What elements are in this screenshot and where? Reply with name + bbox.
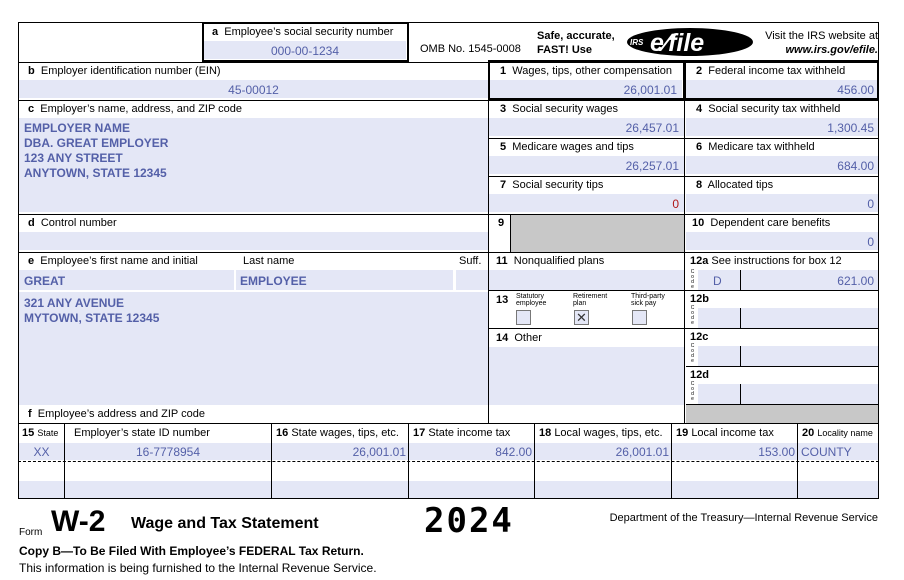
efile-logo-text: e∕file bbox=[650, 29, 705, 57]
retirement-plan-label: Retirement plan bbox=[573, 293, 608, 307]
box5-value: 26,257.01 bbox=[625, 159, 679, 173]
box13-label: 13 bbox=[496, 294, 509, 306]
box1-label: 1 Wages, tips, other compensation bbox=[500, 65, 673, 77]
b7-field-bg bbox=[488, 194, 684, 212]
box15-id-label: Employer’s state ID number bbox=[74, 427, 210, 439]
box9-label: 9 bbox=[498, 217, 505, 229]
b14-field-bg bbox=[488, 347, 684, 405]
last-name-label: Last name bbox=[243, 255, 295, 267]
employer-line-1: EMPLOYER NAME bbox=[24, 121, 131, 135]
statutory-employee-label: Statutory employee bbox=[516, 293, 547, 307]
box1-value: 26,001.01 bbox=[623, 83, 677, 97]
employee-suff-bg bbox=[456, 270, 488, 290]
box4-label: 4 Social security tax withheld bbox=[696, 103, 841, 115]
b12b-field-bg bbox=[698, 308, 878, 328]
employee-name-label: e Employee’s first name and initial bbox=[28, 255, 198, 267]
box12c-code-caption: C o d e bbox=[690, 343, 695, 364]
box2-label: 2 Federal income tax withheld bbox=[696, 65, 846, 77]
ssn-label: a Employee’s social security number bbox=[212, 26, 394, 38]
box3-label: 3 Social security wages bbox=[500, 103, 619, 115]
state-id-value: 16-7778954 bbox=[135, 445, 201, 459]
form-title: Wage and Tax Statement bbox=[131, 515, 319, 532]
box12d-code-caption: C o d e bbox=[690, 381, 695, 402]
box20-label: 20 Locality name bbox=[802, 427, 873, 439]
ein-label: b Employer identification number (EIN) bbox=[28, 65, 221, 77]
box10-value: 0 bbox=[867, 235, 874, 249]
locality-value: COUNTY bbox=[801, 445, 852, 459]
control-field-bg bbox=[19, 232, 488, 250]
box15-state-label: 15 State bbox=[22, 427, 59, 439]
copy-b-text: Copy B—To Be Filed With Employee’s FEDERAL Tax Return. bbox=[19, 544, 364, 558]
suffix-label: Suff. bbox=[459, 255, 482, 267]
employer-label: c Employer’s name, address, and ZIP code bbox=[28, 103, 243, 115]
box6-label: 6 Medicare tax withheld bbox=[696, 141, 815, 153]
control-number-label: d Control number bbox=[28, 217, 117, 229]
employee-first-name: GREAT bbox=[24, 274, 66, 288]
box18-label: 18 Local wages, tips, etc. bbox=[539, 427, 663, 439]
box12a-value: 621.00 bbox=[837, 274, 874, 288]
box12b-label: 12b bbox=[690, 293, 709, 305]
efile-logo-irs: IRS bbox=[630, 38, 644, 47]
employer-line-2: DBA. GREAT EMPLOYER bbox=[24, 136, 169, 150]
statutory-employee-checkbox[interactable] bbox=[516, 310, 531, 325]
box12d-label: 12d bbox=[690, 369, 709, 381]
employee-address-label: f Employee’s address and ZIP code bbox=[28, 408, 205, 420]
b12d-field-bg bbox=[698, 384, 878, 404]
ein-value: 45-00012 bbox=[228, 83, 279, 97]
box17-label: 17 State income tax bbox=[413, 427, 511, 439]
box16-label: 16 State wages, tips, etc. bbox=[276, 427, 399, 439]
box10-label: 10 Dependent care benefits bbox=[692, 217, 831, 229]
employer-line-4: ANYTOWN, STATE 12345 bbox=[24, 166, 167, 180]
b12c-field-bg bbox=[698, 346, 878, 366]
treasury-dept: Department of the Treasury—Internal Revenue Service bbox=[609, 512, 878, 524]
employee-last-name: EMPLOYEE bbox=[240, 274, 307, 288]
box8-label: 8 Allocated tips bbox=[696, 179, 774, 191]
box6-value: 684.00 bbox=[837, 159, 874, 173]
state-wages-value: 26,001.01 bbox=[352, 445, 406, 459]
safe-accurate-text: Safe, accurate, FAST! Use bbox=[537, 30, 615, 56]
box4-value: 1,300.45 bbox=[827, 121, 874, 135]
box2-value: 456.00 bbox=[837, 83, 874, 97]
retirement-plan-checkbox[interactable]: ✕ bbox=[574, 310, 589, 325]
b8-field-bg bbox=[686, 194, 878, 212]
box12c-label: 12c bbox=[690, 331, 709, 343]
b10-field-bg bbox=[686, 232, 878, 250]
third-party-sick-pay-checkbox[interactable] bbox=[632, 310, 647, 325]
box7-value: 0 bbox=[672, 197, 679, 211]
employer-line-3: 123 ANY STREET bbox=[24, 151, 123, 165]
tax-year: 2024 bbox=[424, 501, 514, 541]
state-row2-bg bbox=[19, 481, 878, 498]
box5-label: 5 Medicare wages and tips bbox=[500, 141, 634, 153]
omb-number: OMB No. 1545-0008 bbox=[420, 43, 521, 55]
box7-label: 7 Social security tips bbox=[500, 179, 604, 191]
state-value: XX bbox=[33, 445, 50, 459]
local-tax-value: 153.00 bbox=[758, 445, 795, 459]
state-tax-value: 842.00 bbox=[495, 445, 532, 459]
form-name: W-2 bbox=[51, 505, 106, 538]
box8-value: 0 bbox=[867, 197, 874, 211]
b11-field-bg bbox=[488, 270, 684, 290]
box12a-label: 12a See instructions for box 12 bbox=[690, 255, 842, 267]
box11-label: 11 Nonqualified plans bbox=[496, 255, 605, 267]
efile-logo bbox=[626, 27, 754, 57]
box12a-code-caption: C o d e bbox=[690, 269, 695, 290]
employee-address-line-1: 321 ANY AVENUE bbox=[24, 296, 125, 310]
form-word: Form bbox=[19, 527, 43, 538]
box14-label: 14 Other bbox=[496, 332, 542, 344]
third-party-sick-pay-label: Third-party sick pay bbox=[631, 293, 665, 307]
box9-shade bbox=[510, 214, 684, 252]
visit-irs-text: Visit the IRS website at www.irs.gov/efile. bbox=[765, 30, 878, 56]
box3-value: 26,457.01 bbox=[625, 121, 679, 135]
box12-bottom-shade bbox=[686, 405, 878, 423]
box19-label: 19 Local income tax bbox=[676, 427, 774, 439]
ssn-value: 000-00-1234 bbox=[270, 44, 340, 58]
box12b-code-caption: C o d e bbox=[690, 305, 695, 326]
box12a-code: D bbox=[713, 274, 722, 288]
info-text: This information is being furnished to the Internal Revenue Service. bbox=[19, 561, 377, 575]
local-wages-value: 26,001.01 bbox=[615, 445, 669, 459]
employee-address-line-2: MYTOWN, STATE 12345 bbox=[24, 311, 160, 325]
